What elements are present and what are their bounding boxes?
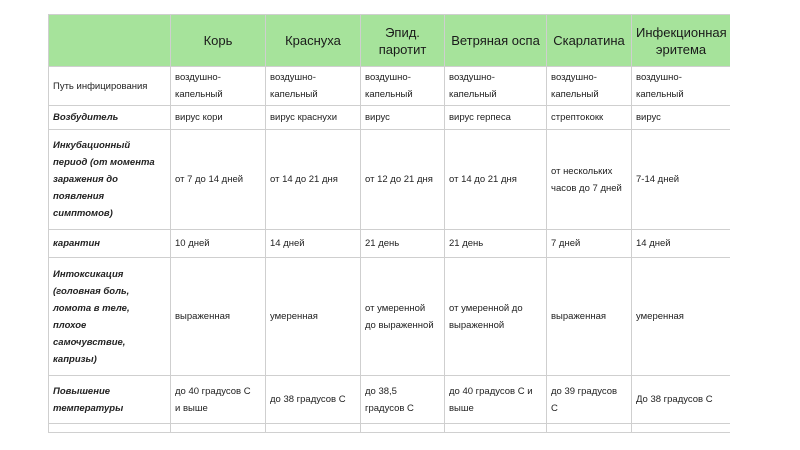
row-label: Путь инфицирования xyxy=(49,67,171,106)
table-cell-empty xyxy=(445,424,547,434)
table-cell: 10 дней xyxy=(171,230,266,258)
table-cell: 14 дней xyxy=(632,230,731,258)
table-cell: до 39 градусов С xyxy=(547,376,632,424)
row-label: карантин xyxy=(49,230,171,258)
table-cell: 21 день xyxy=(361,230,445,258)
table-cell: от умеренной до выраженной xyxy=(445,258,547,376)
table-cell: стрептококк xyxy=(547,106,632,130)
table-row-temperature xyxy=(49,376,731,424)
table-cell-empty xyxy=(266,424,361,434)
table-row-quarantine xyxy=(49,230,731,258)
table-cell: умеренная xyxy=(632,258,731,376)
table-row-intoxication xyxy=(49,258,731,376)
disease-comparison-table xyxy=(48,14,730,433)
header-mumps: Эпид. паротит xyxy=(361,15,445,67)
row-label: Возбудитель xyxy=(49,106,171,130)
table-cell: вирус xyxy=(632,106,731,130)
table-row-incubation xyxy=(49,130,731,230)
header-scarlet-fever: Скарлатина xyxy=(547,15,632,67)
row-label: Интоксикация (головная боль, ломота в теле, плохое самочувствие, капризы) xyxy=(49,258,171,376)
table-cell: до 40 градусов С и выше xyxy=(445,376,547,424)
table-cell: от 12 до 21 дня xyxy=(361,130,445,230)
table-cell: вирус xyxy=(361,106,445,130)
row-label-empty xyxy=(49,424,171,434)
table-row-infection-route xyxy=(49,67,731,106)
table-cell: умеренная xyxy=(266,258,361,376)
table-cell: до 38,5 градусов С xyxy=(361,376,445,424)
table-cell: вирус кори xyxy=(171,106,266,130)
table-cell: воздушно- капельный xyxy=(632,67,731,106)
table-cell-empty xyxy=(361,424,445,434)
header-measles: Корь xyxy=(171,15,266,67)
header-rubella: Краснуха xyxy=(266,15,361,67)
table-cell: выраженная xyxy=(171,258,266,376)
table-cell: вирус герпеса xyxy=(445,106,547,130)
header-corner-cell xyxy=(49,15,171,67)
table-cell: 21 день xyxy=(445,230,547,258)
table-cell: 7 дней xyxy=(547,230,632,258)
header-row xyxy=(49,15,731,67)
table-cell: воздушно- капельный xyxy=(547,67,632,106)
table-cell: выраженная xyxy=(547,258,632,376)
table-cell: до 38 градусов С xyxy=(266,376,361,424)
table-row-cut-off xyxy=(49,424,731,434)
table-cell: от умеренной до выраженной xyxy=(361,258,445,376)
table-cell: воздушно- капельный xyxy=(171,67,266,106)
row-label: Инкубационный период (от момента заражения до появления симптомов) xyxy=(49,130,171,230)
table-cell: воздушно- капельный xyxy=(361,67,445,106)
table-cell: от нескольких часов до 7 дней xyxy=(547,130,632,230)
header-erythema-infectiosum: Инфекционная эритема xyxy=(632,15,731,67)
table-cell-empty xyxy=(171,424,266,434)
disease-comparison-table-container xyxy=(48,14,730,433)
table-row-pathogen xyxy=(49,106,731,130)
table-cell-empty xyxy=(632,424,731,434)
table-cell: от 14 до 21 дня xyxy=(445,130,547,230)
table-cell: воздушно- капельный xyxy=(266,67,361,106)
table-cell: вирус краснухи xyxy=(266,106,361,130)
row-label: Повышение температуры xyxy=(49,376,171,424)
table-cell: 7-14 дней xyxy=(632,130,731,230)
table-cell: воздушно- капельный xyxy=(445,67,547,106)
table-cell: До 38 градусов С xyxy=(632,376,731,424)
table-cell: от 14 до 21 дня xyxy=(266,130,361,230)
table-cell: до 40 градусов С и выше xyxy=(171,376,266,424)
table-cell: 14 дней xyxy=(266,230,361,258)
table-cell-empty xyxy=(547,424,632,434)
header-chickenpox: Ветряная оспа xyxy=(445,15,547,67)
table-cell: от 7 до 14 дней xyxy=(171,130,266,230)
